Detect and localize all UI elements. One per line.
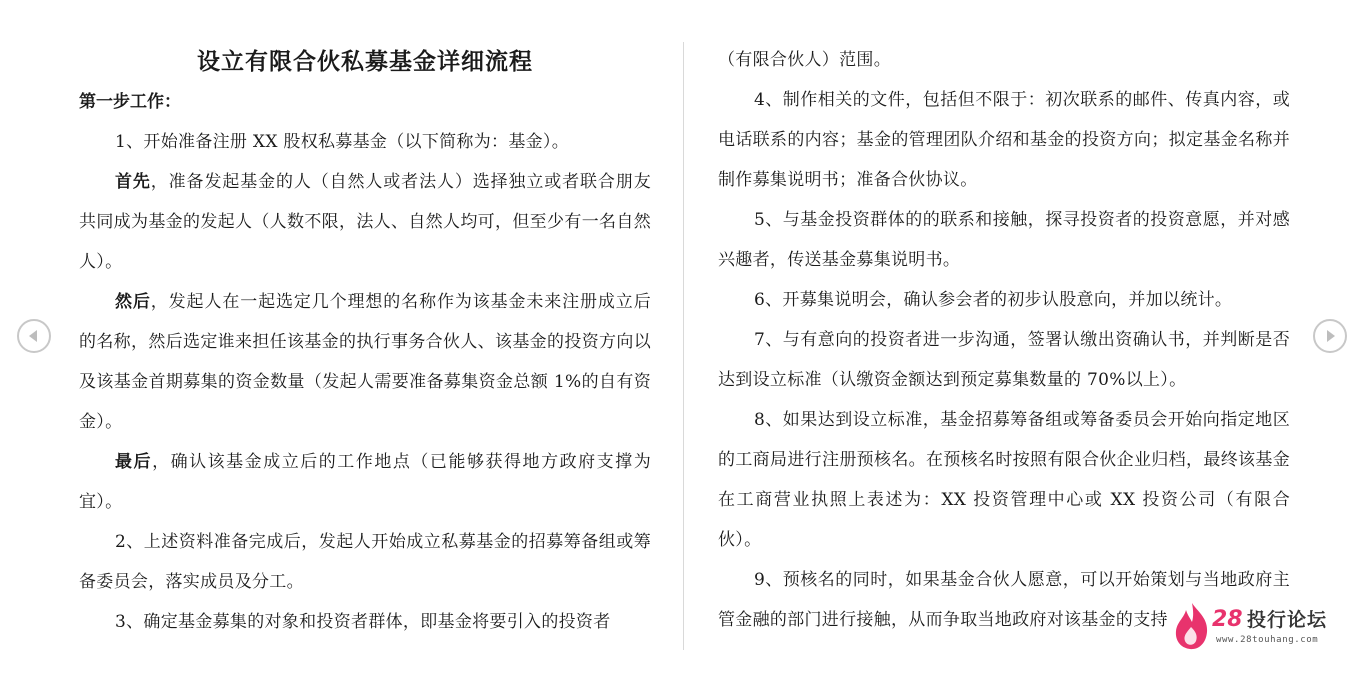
watermark-name: 投行论坛 xyxy=(1247,609,1328,631)
watermark-number: 28 xyxy=(1212,607,1243,632)
paragraph-item-7: 7、与有意向的投资者进一步沟通，签署认缴出资确认书，并判断是否达到设立标准（认缴资金额达到预定募集数量的 70%以上）。 xyxy=(718,330,1290,390)
paragraph-continuation: （有限合伙人）范围。 xyxy=(718,50,891,70)
paragraph-item-1: 1、开始准备注册 XX 股权私募基金（以下简称为：基金）。 xyxy=(115,132,570,152)
section-heading: 第一步工作： xyxy=(79,92,181,112)
paragraph-item-2: 2、上述资料准备完成后，发起人开始成立私募基金的招募筹备组或筹备委员会，落实成员及分工。 xyxy=(79,532,651,592)
watermark-logo xyxy=(1172,600,1352,652)
paragraph-first-lead: 首先 xyxy=(115,172,151,192)
paragraph-item-4: 4、制作相关的文件，包括但不限于：初次联系的邮件、传真内容，或电话联系的内容；基金的管理团队介绍和基金的投资方向；拟定基金名称并制作募集说明书；准备合伙协议。 xyxy=(718,90,1290,190)
paragraph-then xyxy=(79,282,651,442)
paragraph-last xyxy=(79,442,651,522)
right-page xyxy=(718,40,1290,650)
paragraph-first xyxy=(79,162,651,282)
document-title: 设立有限合伙私募基金详细流程 xyxy=(197,48,533,75)
watermark-url: www.28touhang.com xyxy=(1216,635,1319,645)
paragraph-item-5: 5、与基金投资群体的的联系和接触，探寻投资者的投资意愿，并对感兴趣者，传送基金募集说明书。 xyxy=(718,210,1290,270)
paragraph-last-text: ，确认该基金成立后的工作地点（已能够获得地方政府支撑为宜）。 xyxy=(79,452,651,512)
paragraph-item-6: 6、开募集说明会，确认参会者的初步认股意向，并加以统计。 xyxy=(754,290,1233,310)
paragraph-last-lead: 最后 xyxy=(115,452,153,472)
paragraph-then-lead: 然后 xyxy=(115,292,151,312)
paragraph-first-text: ，准备发起基金的人（自然人或者法人）选择独立或者联合朋友共同成为基金的发起人（人数不限，法人、自然人均可，但至少有一名自然人）。 xyxy=(79,172,651,272)
flame-logo-icon xyxy=(1172,600,1212,652)
chevron-left-icon xyxy=(19,321,49,351)
paragraph-item-8: 8、如果达到设立标准，基金招募筹备组或筹备委员会开始向指定地区的工商局进行注册预核名。在预核名时按照有限合伙企业归档，最终该基金在工商营业执照上表述为：XX 投资管理中心或 XX 投资公司（有限合伙）。 xyxy=(718,410,1290,550)
page-divider xyxy=(683,42,684,650)
paragraph-item-3: 3、确定基金募集的对象和投资者群体，即基金将要引入的投资者 xyxy=(115,612,611,632)
paragraph-item-9: 9、预核名的同时，如果基金合伙人愿意，可以开始策划与当地政府主管金融的部门进行接触，从而争取当地政府对该基金的支持 xyxy=(718,570,1290,630)
left-page xyxy=(79,40,651,650)
paragraph-then-text: ，发起人在一起选定几个理想的名称作为该基金未来注册成立后的名称，然后选定谁来担任该基金的执行事务合伙人、该基金的投资方向以及该基金首期募集的资金数量（发起人需要准备募集资金总额 1%的自有资金）。 xyxy=(79,292,651,432)
chevron-right-icon xyxy=(1315,321,1345,351)
next-page-button[interactable] xyxy=(1313,319,1347,353)
previous-page-button[interactable] xyxy=(17,319,51,353)
